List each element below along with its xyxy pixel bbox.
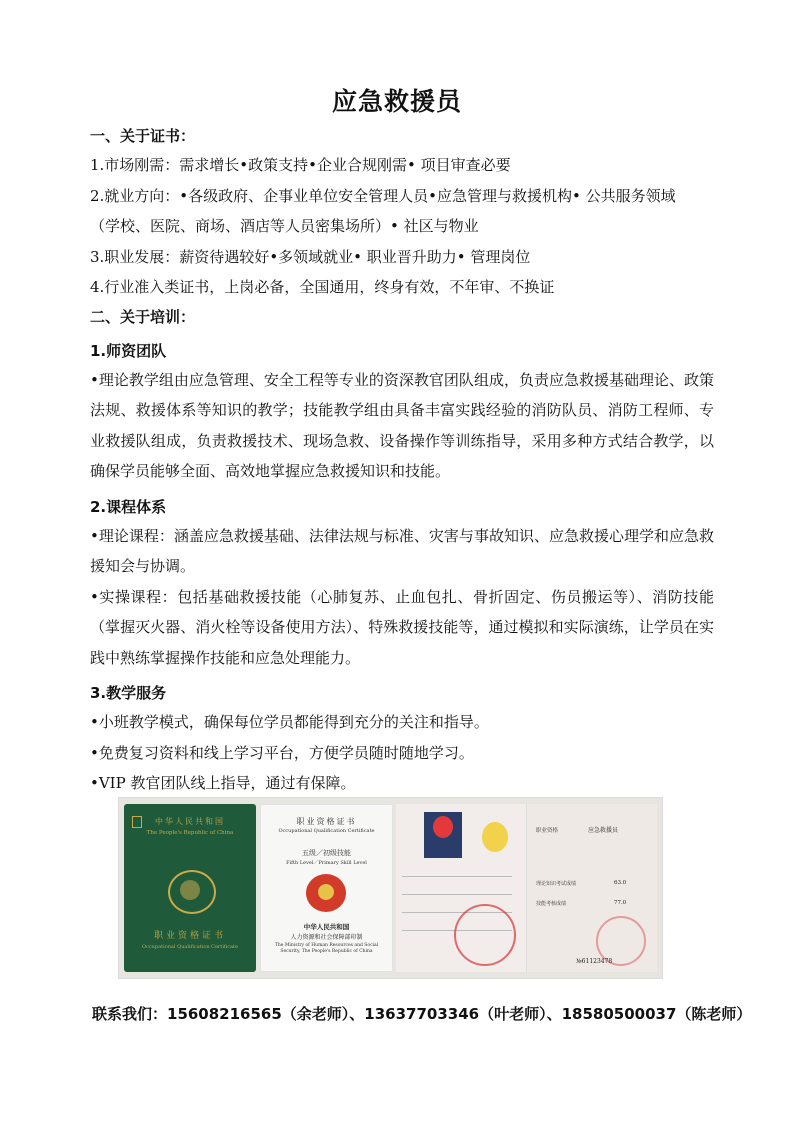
certificate-line-2: 2.就业方向：•各级政府、企事业单位安全管理人员•应急管理与救援机构• 公共服务领域 bbox=[90, 186, 676, 205]
certificate-line-2-cont: （学校、医院、商场、酒店等人员密集场所）• 社区与物业 bbox=[90, 217, 479, 235]
red-emblem-icon bbox=[306, 874, 346, 912]
certificate-line-3: 3.职业发展：薪资待遇较好•多领域就业• 职业晋升助力• 管理岗位 bbox=[90, 247, 531, 266]
inner-issuer-en: The Ministry of Human Resources and Social Security, The People's Republic of China bbox=[274, 943, 379, 954]
national-emblem-icon bbox=[168, 870, 216, 914]
certificate-photo bbox=[118, 797, 663, 979]
subheading-courses: 2.课程体系 bbox=[90, 497, 167, 516]
certificate-left-page bbox=[396, 804, 527, 972]
cover-country-cn: 中华人民共和国 bbox=[155, 817, 225, 826]
occupation-value: 应急救援员 bbox=[588, 827, 619, 834]
teachers-paragraph: •理论教学组由应急管理、安全工程等专业的资深教官团队组成，负责应急救援基础理论、政策法规、救援体系等知识的教学；技能教学组由具备丰富实践经验的消防队员、消防工程师、专业救援队组成，负责救援技术、现场急救、设备操作等训练指导，采用多种方式结合教学，以确保学员能够全面、高效地掌握应急救援知识和技能。 bbox=[90, 370, 714, 480]
service-item-1: •小班教学模式，确保每位学员都能得到充分的关注和指导。 bbox=[90, 713, 489, 731]
courses-theory: •理论课程：涵盖应急救援基础、法律法规与标准、灾害与事故知识、应急救援心理学和应急救援知会与协调。 bbox=[90, 526, 714, 575]
section-heading-certificate: 一、关于证书： bbox=[90, 127, 196, 145]
subheading-teachers: 1.师资团队 bbox=[90, 341, 167, 360]
inner-title-en: Occupational Qualification Certificate bbox=[278, 828, 375, 834]
certificate-info-pages bbox=[396, 804, 657, 972]
emoji-sticker-icon bbox=[482, 822, 508, 852]
skill-score-label: 技能考核成绩 bbox=[536, 901, 567, 907]
holder-photo bbox=[424, 812, 462, 858]
certificate-inner-cover bbox=[260, 804, 393, 972]
skill-score: 77.0 bbox=[614, 900, 627, 906]
service-item-3: •VIP 教官团队线上指导，通过有保障。 bbox=[90, 774, 356, 792]
official-stamp bbox=[454, 904, 516, 966]
inner-issuer-cn2: 人力资源和社会保障部印制 bbox=[290, 934, 363, 941]
contact-line: 联系我们：15608216565（余老师）、13637703346（叶老师）、18580500037（陈老师） bbox=[92, 1005, 752, 1023]
certificate-cover bbox=[124, 804, 256, 972]
inner-level-cn: 五级／初级技能 bbox=[302, 849, 351, 857]
occupation-label: 职业资格 bbox=[536, 828, 559, 834]
document-body bbox=[90, 122, 714, 799]
section-heading-training: 二、关于培训： bbox=[90, 307, 196, 326]
serial-number: №61123478 bbox=[576, 958, 613, 965]
service-item-2: •免费复习资料和线上学习平台，方便学员随时随地学习。 bbox=[90, 743, 474, 762]
courses-practice: •实操课程：包括基础救援技能（心肺复苏、止血包扎、骨折固定、伤员搬运等）、消防技能（掌握灭火器、消火栓等设备使用方法）、特殊救援技能等，通过模拟和实际演练，让学员在实践中熟练掌握操作技能和应急处理能力。 bbox=[90, 587, 714, 667]
theory-score-label: 理论知识考试成绩 bbox=[536, 881, 577, 887]
page-title: 应急救援员 bbox=[331, 87, 462, 116]
subheading-service: 3.教学服务 bbox=[90, 684, 167, 702]
theory-score: 63.0 bbox=[614, 880, 627, 886]
certificate-line-4: 4.行业准入类证书，上岗必备，全国通用，终身有效，不年审、不换证 bbox=[90, 278, 555, 296]
inner-title-cn: 职业资格证书 bbox=[296, 817, 357, 826]
inner-level-en: Fifth Level／Primary Skill Level bbox=[286, 860, 367, 866]
cover-title-en: Occupational Qualification Certificate bbox=[141, 944, 239, 950]
cover-title-cn: 职业资格证书 bbox=[153, 931, 226, 941]
cover-country-en: The People's Republic of China bbox=[146, 830, 234, 836]
inner-issuer-cn: 中华人民共和国 bbox=[303, 923, 350, 931]
certificate-line-1: 1.市场刚需：需求增长•政策支持•企业合规刚需• 项目审查必要 bbox=[90, 156, 511, 174]
